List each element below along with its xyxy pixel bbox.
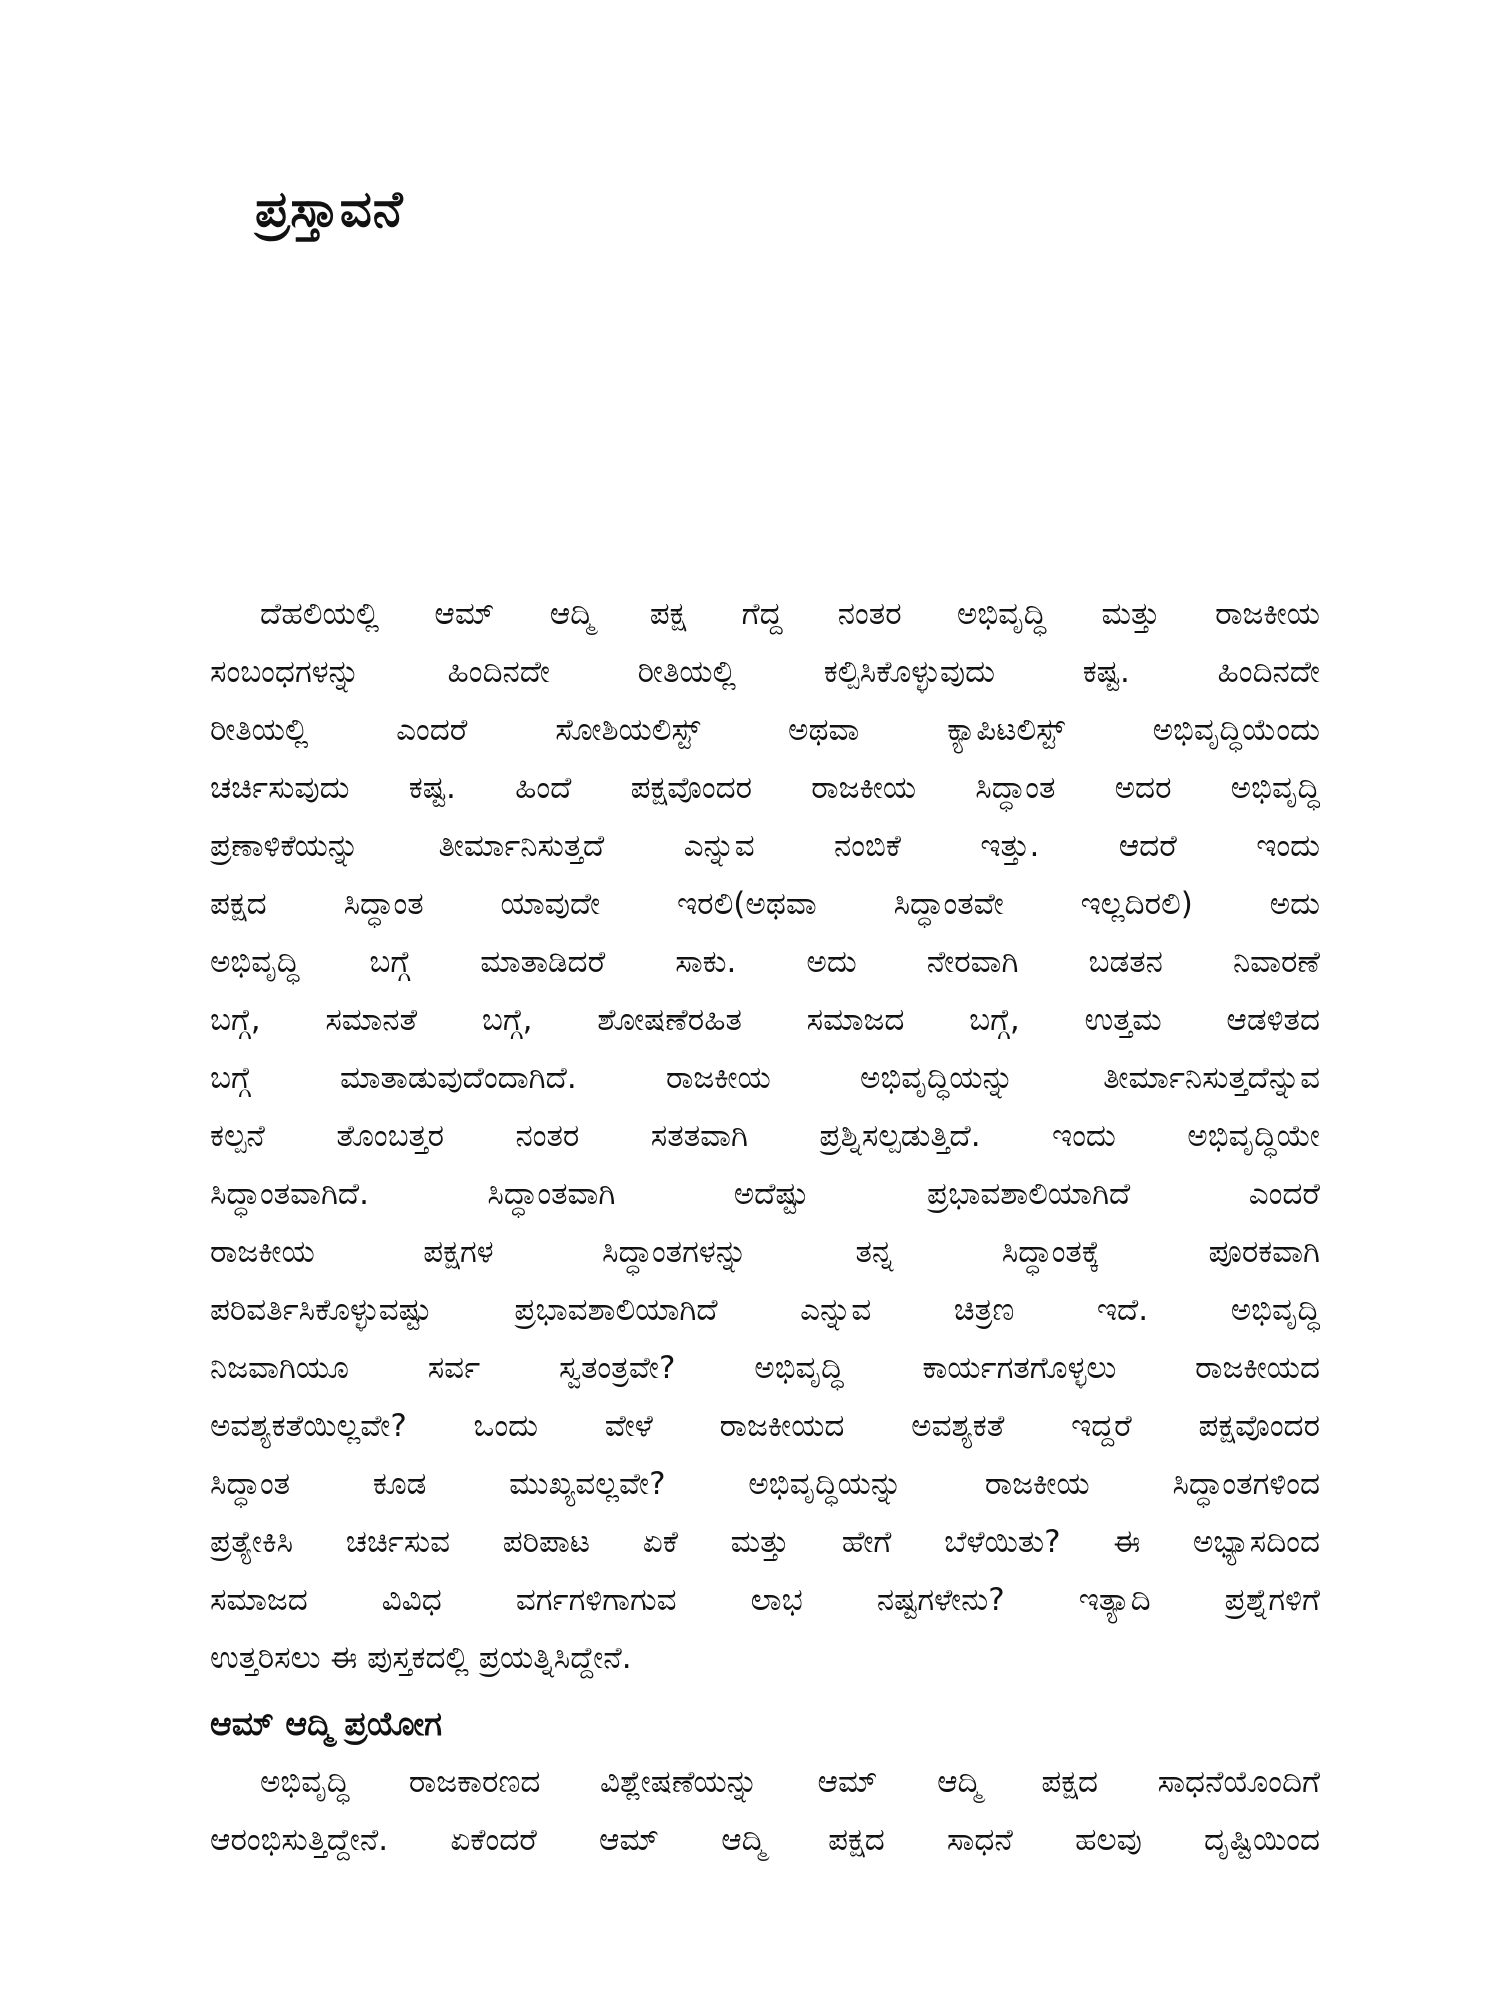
text-line: ಬಗ್ಗೆ ಮಾತಾಡುವುದೆಂದಾಗಿದೆ. ರಾಜಕೀಯ ಅಭಿವೃದ್ಧಿಯನ್ನು ತೀರ್ಮಾನಿಸುತ್ತದೆನ್ನುವ (210, 1060, 1320, 1096)
text-line: ಅವಶ್ಯಕತೆಯಿಲ್ಲವೇ? ಒಂದು ವೇಳೆ ರಾಜಕೀಯದ ಅವಶ್ಯಕತೆ ಇದ್ದರೆ ಪಕ್ಷವೊಂದರ (210, 1408, 1320, 1444)
text-line: ರೀತಿಯಲ್ಲಿ ಎಂದರೆ ಸೋಶಿಯಲಿಸ್ಟ್ ಅಥವಾ ಕ್ಯಾಪಿಟಲಿಸ್ಟ್ ಅಭಿವೃದ್ಧಿಯೆಂದು (210, 712, 1320, 748)
text-line: ಪರಿವರ್ತಿಸಿಕೊಳ್ಳುವಷ್ಟು ಪ್ರಭಾವಶಾಲಿಯಾಗಿದೆ ಎನ್ನುವ ಚಿತ್ರಣ ಇದೆ. ಅಭಿವೃದ್ಧಿ (210, 1292, 1320, 1328)
text-line: ದೆಹಲಿಯಲ್ಲಿ ಆಮ್ ಆದ್ಮಿ ಪಕ್ಷ ಗೆದ್ದ ನಂತರ ಅಭಿವೃದ್ಧಿ ಮತ್ತು ರಾಜಕೀಯ (260, 596, 1320, 632)
body-text (210, 585, 1320, 1869)
text-line: ಸಿದ್ಧಾಂತ ಕೂಡ ಮುಖ್ಯವಲ್ಲವೇ? ಅಭಿವೃದ್ಧಿಯನ್ನು ರಾಜಕೀಯ ಸಿದ್ಧಾಂತಗಳಿಂದ (210, 1466, 1320, 1502)
text-line: ಪ್ರಣಾಳಿಕೆಯನ್ನು ತೀರ್ಮಾನಿಸುತ್ತದೆ ಎನ್ನುವ ನಂಬಿಕೆ ಇತ್ತು. ಆದರೆ ಇಂದು (210, 828, 1320, 864)
paragraph-2 (210, 1753, 1320, 1869)
text-line: ಸಿದ್ಧಾಂತವಾಗಿದೆ. ಸಿದ್ಧಾಂತವಾಗಿ ಅದೆಷ್ಟು ಪ್ರಭಾವಶಾಲಿಯಾಗಿದೆ ಎಂದರೆ (210, 1176, 1320, 1212)
text-line: ಚರ್ಚಿಸುವುದು ಕಷ್ಟ. ಹಿಂದೆ ಪಕ್ಷವೊಂದರ ರಾಜಕೀಯ ಸಿದ್ಧಾಂತ ಅದರ ಅಭಿವೃದ್ಧಿ (210, 770, 1320, 806)
text-line: ಕಲ್ಪನೆ ತೊಂಬತ್ತರ ನಂತರ ಸತತವಾಗಿ ಪ್ರಶ್ನಿಸಲ್ಪಡುತ್ತಿದೆ. ಇಂದು ಅಭಿವೃದ್ಧಿಯೇ (210, 1118, 1320, 1154)
text-line: ಪ್ರತ್ಯೇಕಿಸಿ ಚರ್ಚಿಸುವ ಪರಿಪಾಟ ಏಕೆ ಮತ್ತು ಹೇಗೆ ಬೆಳೆಯಿತು? ಈ ಅಭ್ಯಾಸದಿಂದ (210, 1524, 1320, 1560)
text-line: ಸಂಬಂಧಗಳನ್ನು ಹಿಂದಿನದೇ ರೀತಿಯಲ್ಲಿ ಕಲ್ಪಿಸಿಕೊಳ್ಳುವುದು ಕಷ್ಟ. ಹಿಂದಿನದೇ (210, 654, 1320, 690)
paragraph-1 (210, 585, 1320, 1687)
text-line: ಆರಂಭಿಸುತ್ತಿದ್ದೇನೆ. ಏಕೆಂದರೆ ಆಮ್ ಆದ್ಮಿ ಪಕ್ಷದ ಸಾಧನೆ ಹಲವು ದೃಷ್ಟಿಯಿಂದ (210, 1822, 1320, 1858)
text-line: ನಿಜವಾಗಿಯೂ ಸರ್ವ ಸ್ವತಂತ್ರವೇ? ಅಭಿವೃದ್ಧಿ ಕಾರ್ಯಗತಗೊಳ್ಳಲು ರಾಜಕೀಯದ (210, 1350, 1320, 1386)
text-line: ಅಭಿವೃದ್ಧಿ ರಾಜಕಾರಣದ ವಿಶ್ಲೇಷಣೆಯನ್ನು ಆಮ್ ಆದ್ಮಿ ಪಕ್ಷದ ಸಾಧನೆಯೊಂದಿಗೆ (260, 1764, 1320, 1800)
page-title: ಪ್ರಸ್ತಾವನೆ (255, 180, 404, 238)
section-heading: ಆಮ್ ಆದ್ಮಿ ಪ್ರಯೋಗ (210, 1704, 442, 1743)
text-line: ಉತ್ತರಿಸಲು ಈ ಪುಸ್ತಕದಲ್ಲಿ ಪ್ರಯತ್ನಿಸಿದ್ದೇನೆ. (210, 1640, 632, 1676)
text-line: ರಾಜಕೀಯ ಪಕ್ಷಗಳ ಸಿದ್ಧಾಂತಗಳನ್ನು ತನ್ನ ಸಿದ್ಧಾಂತಕ್ಕೆ ಪೂರಕವಾಗಿ (210, 1234, 1320, 1270)
text-line: ಪಕ್ಷದ ಸಿದ್ಧಾಂತ ಯಾವುದೇ ಇರಲಿ(ಅಥವಾ ಸಿದ್ಧಾಂತವೇ ಇಲ್ಲದಿರಲಿ) ಅದು (210, 886, 1320, 922)
text-line: ಸಮಾಜದ ವಿವಿಧ ವರ್ಗಗಳಿಗಾಗುವ ಲಾಭ ನಷ್ಟಗಳೇನು? ಇತ್ಯಾದಿ ಪ್ರಶ್ನೆಗಳಿಗೆ (210, 1582, 1320, 1618)
text-line: ಬಗ್ಗೆ, ಸಮಾನತೆ ಬಗ್ಗೆ, ಶೋಷಣೆರಹಿತ ಸಮಾಜದ ಬಗ್ಗೆ, ಉತ್ತಮ ಆಡಳಿತದ (210, 1002, 1320, 1038)
text-line: ಅಭಿವೃದ್ಧಿ ಬಗ್ಗೆ ಮಾತಾಡಿದರೆ ಸಾಕು. ಅದು ನೇರವಾಗಿ ಬಡತನ ನಿವಾರಣೆ (210, 944, 1320, 980)
